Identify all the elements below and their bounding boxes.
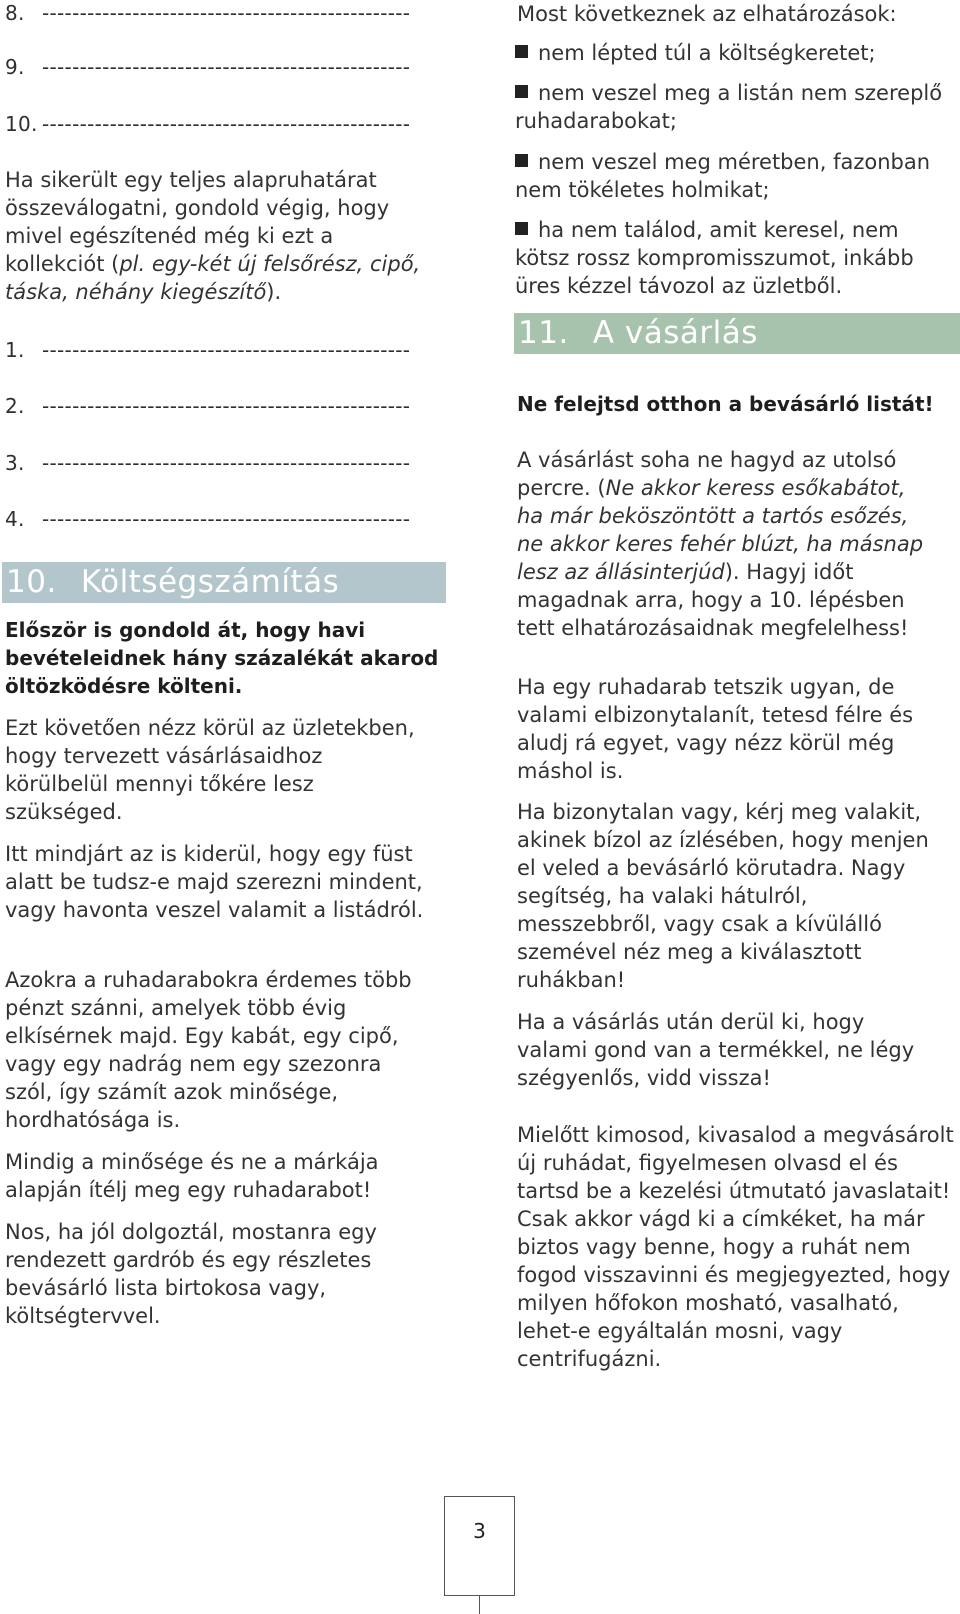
paragraph-italic-text: Ne akkor keress esőkabátot, ha már beköszöntött a tartós esőzés, ne akkor keres fehér blúzt, ha másnap lesz az állásinterjúd [517,476,924,584]
list-item [5,506,437,532]
intro-text: Ha sikerült egy teljes alapruhatárat összeválogatni, gondold végig, hogy mivel egészítenéd még ki ezt a kollekciót ( [5,168,390,276]
intro-italic-text: pl. egy-két új felsőrész, cipő, táska, néhány kiegészítő [5,252,421,304]
paragraph-text: ). Hagyj időt magadnak arra, hogy a 10. lépésben tett elhatározásaidnak megfelelhess! [517,560,909,640]
dash-line: ------------------------------------------------- [42,394,411,418]
bullet-text: nem veszel meg méretben, fazonban nem tökéletes holmikat; [515,150,931,202]
paragraph: Itt mindjárt az is kiderül, hogy egy füst alatt be tudsz-e majd szerezni mindent, vagy havonta veszel valamit a listádról. [5,842,424,922]
paragraph: Ha a vásárlás után derül ki, hogy valami gond van a termékkel, ne légy szégyenlős, vidd vissza! [517,1010,915,1090]
paragraph: Ha bizonytalan vagy, kérj meg valakit, akinek bízol az ízlésében, hogy menjen el veled a bevásárló körutadra. Nagy segítség, ha valaki hátulról, messzebbről, vagy csak a kívülálló szemével néz meg a kiválasztott ruhákban! [517,800,929,992]
list-item [5,393,437,419]
bullet-text: ha nem találod, amit keresel, nem kötsz rossz kompromisszumot, inkább üres kézzel távozol az üzletből. [515,218,914,298]
section-number: 10. [6,564,57,600]
square-bullet-icon [515,85,528,98]
page-number-line [479,1596,480,1614]
intro-paragraph [5,166,430,306]
bullet-item [515,39,955,67]
list-item [5,54,437,80]
dash-line: ------------------------------------------------- [42,112,411,136]
section-lead: Ne felejtsd otthon a bevásárló listát! [517,392,934,416]
paragraph: Mindig a minősége és ne a márkája alapján ítélj meg egy ruhadarabot! [5,1150,379,1202]
bullet-text: nem veszel meg a listán nem szereplő ruhadarabokat; [515,81,943,133]
square-bullet-icon [515,45,528,58]
section-lead: Először is gondold át, hogy havi bevételeidnek hány százalékát akarod öltözködésre költeni. [5,618,439,698]
bullet-text: nem lépted túl a költségkeretet; [538,41,876,65]
list-item [5,0,437,26]
list-item [5,337,437,363]
list-number: 3. [5,451,25,475]
square-bullet-icon [515,154,528,167]
dash-line: ------------------------------------------------- [42,55,411,79]
list-number: 8. [5,1,25,25]
list-number: 1. [5,338,25,362]
paragraph: Azokra a ruhadarabokra érdemes több pénzt szánni, amelyek több évig elkísérnek majd. Egy kabát, egy cipő, vagy egy nadrág nem egy szezonra szól, így számít azok minősége, hordhatósága is. [5,968,412,1132]
list-number: 9. [5,55,25,79]
dash-line: ------------------------------------------------- [42,507,411,531]
paragraph-text: A vásárlást soha ne hagyd az utolsó percre. ( [517,448,897,500]
list-number: 4. [5,507,25,531]
dash-line: ------------------------------------------------- [42,338,411,362]
bullet-item [515,79,955,135]
section-number: 11. [518,315,569,351]
bullet-item [515,148,955,204]
paragraph [517,446,937,642]
section-heading [2,562,446,603]
intro-end-text: ). [266,280,282,304]
paragraph: Nos, ha jól dolgoztál, mostanra egy rendezett gardrób és egy részletes bevásárló lista birtokosa vagy, költségtervvel. [5,1220,377,1328]
page-number: 3 [444,1496,515,1596]
section-heading [514,313,960,354]
list-item [5,450,437,476]
section-title: A vásárlás [592,315,758,351]
section-title: Költségszámítás [80,564,340,600]
bullet-item [515,216,955,300]
list-number: 2. [5,394,25,418]
dash-line: ------------------------------------------------- [42,1,411,25]
list-item [5,111,437,137]
paragraph: Ha egy ruhadarab tetszik ugyan, de valami elbizonytalanít, tetesd félre és aludj rá egyet, vagy nézz körül még máshol is. [517,675,914,783]
square-bullet-icon [515,222,528,235]
decisions-intro: Most következnek az elhatározások: [517,2,897,26]
paragraph: Ezt követően nézz körül az üzletekben, hogy tervezett vásárlásaidhoz körülbelül mennyi tőkére lesz szükséged. [5,716,415,824]
paragraph: Mielőtt kimosod, kivasalod a megvásárolt új ruhádat, figyelmesen olvasd el és tartsd be a kezelési útmutató javaslatait! Csak akkor vágd ki a címkéket, ha már biztos vagy benne, hogy a ruhát nem fogod visszavinni és megjegyezted, hogy milyen hőfokon mosható, vasalható, lehet-e egyáltalán mosni, vagy centrifugázni. [517,1123,954,1371]
list-number: 10. [5,112,38,136]
dash-line: ------------------------------------------------- [42,451,411,475]
